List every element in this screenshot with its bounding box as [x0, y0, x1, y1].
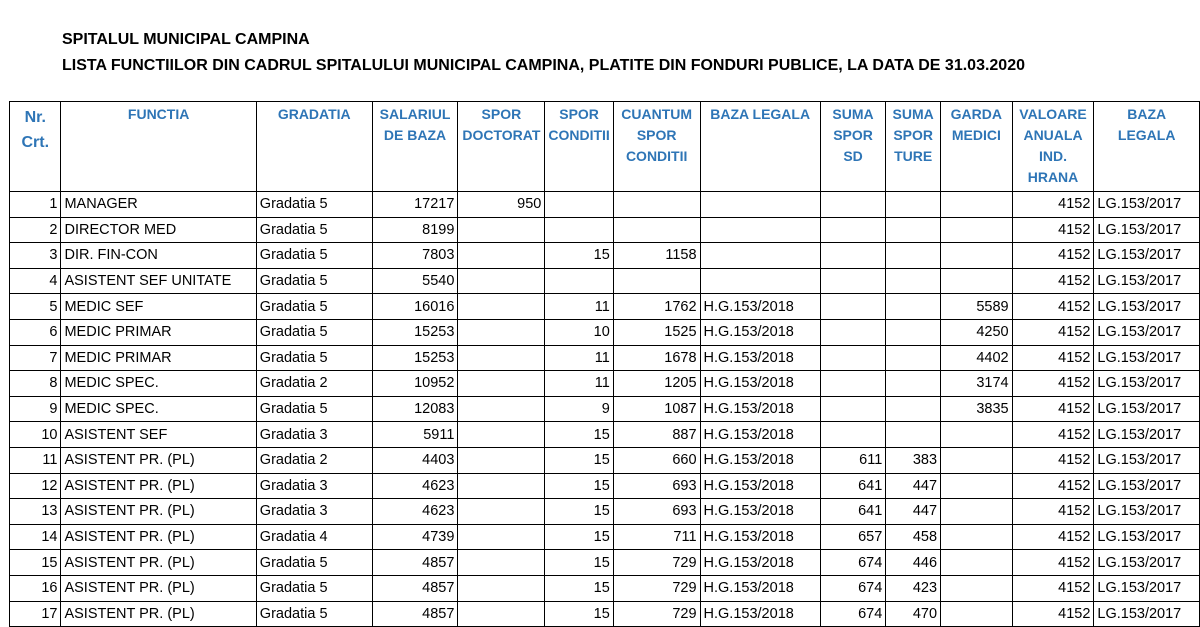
cell-baza-legala-2: LG.153/2017: [1094, 550, 1200, 576]
cell-garda: [941, 243, 1013, 269]
cell-nr: 7: [10, 345, 61, 371]
cell-suma-spor-sd: 674: [820, 601, 885, 627]
cell-cuantum: 729: [613, 550, 700, 576]
cell-baza-legala: [700, 243, 820, 269]
cell-garda: [941, 601, 1013, 627]
cell-spor-conditii: 10: [545, 319, 613, 345]
cell-functia: ASISTENT PR. (PL): [61, 447, 256, 473]
table-row: [10, 396, 1200, 422]
cell-suma-spor-sd: [820, 422, 885, 448]
cell-salariul: 12083: [372, 396, 458, 422]
cell-functia: ASISTENT SEF UNITATE: [61, 268, 256, 294]
cell-baza-legala-2: LG.153/2017: [1094, 217, 1200, 243]
header-line: SPOR: [636, 127, 677, 143]
cell-baza-legala-2: LG.153/2017: [1094, 447, 1200, 473]
cell-functia: ASISTENT PR. (PL): [61, 524, 256, 550]
cell-suma-spor-sd: [820, 294, 885, 320]
header-baza-legala: [700, 102, 820, 192]
cell-functia: DIRECTOR MED: [61, 217, 256, 243]
cell-valoare: 4152: [1012, 268, 1094, 294]
cell-cuantum: 1762: [613, 294, 700, 320]
cell-suma-spor-sd: [820, 396, 885, 422]
cell-spor-doctorat: [458, 217, 545, 243]
header-line: CONDITII: [548, 127, 610, 143]
cell-garda: [941, 524, 1013, 550]
table-row: [10, 217, 1200, 243]
cell-gradatia: Gradatia 5: [256, 243, 372, 269]
table-row: [10, 345, 1200, 371]
cell-salariul: 17217: [372, 192, 458, 218]
cell-cuantum: 1087: [613, 396, 700, 422]
cell-cuantum: [613, 217, 700, 243]
cell-salariul: 10952: [372, 371, 458, 397]
header-line: CUANTUM: [621, 106, 693, 122]
cell-salariul: 4403: [372, 447, 458, 473]
cell-valoare: 4152: [1012, 499, 1094, 525]
table-body: [10, 192, 1200, 627]
table-row: [10, 575, 1200, 601]
cell-salariul: 15253: [372, 345, 458, 371]
header-valoare: [1012, 102, 1094, 192]
table-row: [10, 319, 1200, 345]
table-row: [10, 601, 1200, 627]
cell-spor-conditii: 15: [545, 524, 613, 550]
cell-spor-doctorat: [458, 473, 545, 499]
cell-functia: ASISTENT PR. (PL): [61, 499, 256, 525]
cell-garda: 4250: [941, 319, 1013, 345]
cell-suma-spor-ture: [886, 192, 941, 218]
cell-suma-spor-sd: [820, 345, 885, 371]
cell-gradatia: Gradatia 5: [256, 550, 372, 576]
cell-spor-doctorat: [458, 396, 545, 422]
cell-valoare: 4152: [1012, 243, 1094, 269]
cell-spor-conditii: [545, 268, 613, 294]
header-line: GRADATIA: [277, 106, 351, 122]
cell-gradatia: Gradatia 5: [256, 345, 372, 371]
cell-garda: [941, 268, 1013, 294]
cell-spor-doctorat: [458, 319, 545, 345]
header-functia: [61, 102, 256, 192]
cell-baza-legala-2: LG.153/2017: [1094, 294, 1200, 320]
cell-spor-conditii: 11: [545, 371, 613, 397]
cell-baza-legala: H.G.153/2018: [700, 550, 820, 576]
cell-suma-spor-sd: [820, 243, 885, 269]
table-row: [10, 447, 1200, 473]
cell-garda: [941, 575, 1013, 601]
cell-baza-legala: H.G.153/2018: [700, 345, 820, 371]
cell-suma-spor-ture: [886, 243, 941, 269]
table-row: [10, 371, 1200, 397]
cell-suma-spor-sd: 641: [820, 473, 885, 499]
cell-baza-legala-2: LG.153/2017: [1094, 575, 1200, 601]
header-salariul: [372, 102, 458, 192]
cell-cuantum: 693: [613, 473, 700, 499]
cell-garda: [941, 422, 1013, 448]
cell-baza-legala: H.G.153/2018: [700, 396, 820, 422]
cell-baza-legala: H.G.153/2018: [700, 601, 820, 627]
cell-cuantum: 887: [613, 422, 700, 448]
cell-suma-spor-ture: 446: [886, 550, 941, 576]
cell-cuantum: 1525: [613, 319, 700, 345]
cell-suma-spor-ture: 383: [886, 447, 941, 473]
cell-functia: ASISTENT SEF: [61, 422, 256, 448]
cell-gradatia: Gradatia 5: [256, 294, 372, 320]
cell-spor-doctorat: [458, 601, 545, 627]
table-row: [10, 499, 1200, 525]
cell-nr: 3: [10, 243, 61, 269]
cell-suma-spor-ture: [886, 396, 941, 422]
cell-valoare: 4152: [1012, 447, 1094, 473]
cell-spor-doctorat: [458, 243, 545, 269]
cell-spor-conditii: 15: [545, 499, 613, 525]
cell-spor-conditii: [545, 217, 613, 243]
cell-cuantum: 1158: [613, 243, 700, 269]
cell-spor-conditii: 15: [545, 422, 613, 448]
cell-functia: MEDIC PRIMAR: [61, 319, 256, 345]
header-line: FUNCTIA: [127, 106, 190, 122]
cell-garda: 4402: [941, 345, 1013, 371]
cell-suma-spor-ture: [886, 217, 941, 243]
cell-spor-conditii: 9: [545, 396, 613, 422]
cell-baza-legala-2: LG.153/2017: [1094, 192, 1200, 218]
header-spor-doctorat: [458, 102, 545, 192]
cell-baza-legala: H.G.153/2018: [700, 319, 820, 345]
cell-baza-legala-2: LG.153/2017: [1094, 601, 1200, 627]
cell-gradatia: Gradatia 5: [256, 268, 372, 294]
cell-nr: 1: [10, 192, 61, 218]
cell-suma-spor-ture: [886, 268, 941, 294]
cell-gradatia: Gradatia 5: [256, 192, 372, 218]
cell-cuantum: 660: [613, 447, 700, 473]
header-line: DOCTORAT: [462, 127, 541, 143]
cell-garda: [941, 217, 1013, 243]
cell-garda: 3174: [941, 371, 1013, 397]
cell-valoare: 4152: [1012, 294, 1094, 320]
cell-gradatia: Gradatia 5: [256, 396, 372, 422]
cell-spor-doctorat: [458, 575, 545, 601]
cell-spor-doctorat: 950: [458, 192, 545, 218]
header-line: SPOR SD: [833, 127, 873, 164]
cell-nr: 8: [10, 371, 61, 397]
cell-suma-spor-ture: [886, 294, 941, 320]
table-row: [10, 192, 1200, 218]
cell-salariul: 16016: [372, 294, 458, 320]
cell-gradatia: Gradatia 5: [256, 575, 372, 601]
cell-suma-spor-ture: 470: [886, 601, 941, 627]
cell-baza-legala: H.G.153/2018: [700, 575, 820, 601]
header-cuantum: [613, 102, 700, 192]
cell-spor-conditii: 15: [545, 473, 613, 499]
header-suma-spor-ture: [886, 102, 941, 192]
cell-salariul: 8199: [372, 217, 458, 243]
cell-garda: [941, 550, 1013, 576]
cell-nr: 5: [10, 294, 61, 320]
cell-functia: ASISTENT PR. (PL): [61, 575, 256, 601]
table-row: [10, 550, 1200, 576]
cell-baza-legala: H.G.153/2018: [700, 371, 820, 397]
table-row: [10, 268, 1200, 294]
cell-salariul: 15253: [372, 319, 458, 345]
cell-functia: MANAGER: [61, 192, 256, 218]
cell-salariul: 4623: [372, 499, 458, 525]
cell-nr: 17: [10, 601, 61, 627]
cell-functia: ASISTENT PR. (PL): [61, 473, 256, 499]
cell-spor-conditii: 15: [545, 575, 613, 601]
cell-gradatia: Gradatia 2: [256, 371, 372, 397]
cell-suma-spor-ture: [886, 371, 941, 397]
header-line: Nr.: [24, 109, 46, 126]
cell-baza-legala: [700, 268, 820, 294]
cell-valoare: 4152: [1012, 371, 1094, 397]
cell-suma-spor-sd: 611: [820, 447, 885, 473]
cell-cuantum: 1205: [613, 371, 700, 397]
cell-gradatia: Gradatia 3: [256, 499, 372, 525]
cell-garda: [941, 192, 1013, 218]
cell-spor-doctorat: [458, 268, 545, 294]
cell-nr: 10: [10, 422, 61, 448]
cell-baza-legala-2: LG.153/2017: [1094, 319, 1200, 345]
header-line: BAZA LEGALA: [1117, 106, 1176, 143]
table-row: [10, 422, 1200, 448]
cell-cuantum: 1678: [613, 345, 700, 371]
cell-baza-legala: H.G.153/2018: [700, 499, 820, 525]
cell-nr: 11: [10, 447, 61, 473]
cell-nr: 2: [10, 217, 61, 243]
cell-suma-spor-sd: [820, 268, 885, 294]
cell-spor-conditii: [545, 192, 613, 218]
header-line: VALOARE: [1019, 106, 1087, 122]
cell-gradatia: Gradatia 3: [256, 422, 372, 448]
cell-baza-legala-2: LG.153/2017: [1094, 422, 1200, 448]
cell-nr: 9: [10, 396, 61, 422]
header-suma-spor-sd: [820, 102, 885, 192]
cell-functia: MEDIC SPEC.: [61, 396, 256, 422]
cell-baza-legala: H.G.153/2018: [700, 473, 820, 499]
cell-functia: DIR. FIN-CON: [61, 243, 256, 269]
header-line: MEDICI: [951, 127, 1001, 143]
cell-salariul: 7803: [372, 243, 458, 269]
cell-salariul: 4623: [372, 473, 458, 499]
cell-functia: MEDIC SPEC.: [61, 371, 256, 397]
cell-baza-legala-2: LG.153/2017: [1094, 473, 1200, 499]
cell-gradatia: Gradatia 3: [256, 473, 372, 499]
cell-cuantum: 729: [613, 601, 700, 627]
cell-nr: 15: [10, 550, 61, 576]
cell-spor-conditii: 15: [545, 447, 613, 473]
table-row: [10, 473, 1200, 499]
cell-spor-conditii: 11: [545, 345, 613, 371]
salary-table: [9, 101, 1200, 627]
cell-functia: MEDIC PRIMAR: [61, 345, 256, 371]
cell-baza-legala-2: LG.153/2017: [1094, 371, 1200, 397]
cell-suma-spor-sd: 674: [820, 575, 885, 601]
cell-spor-doctorat: [458, 447, 545, 473]
cell-salariul: 5540: [372, 268, 458, 294]
header-gradatia: [256, 102, 372, 192]
header-line: SPOR: [559, 106, 599, 122]
cell-gradatia: Gradatia 5: [256, 601, 372, 627]
cell-spor-doctorat: [458, 345, 545, 371]
cell-spor-doctorat: [458, 524, 545, 550]
table-row: [10, 294, 1200, 320]
cell-spor-doctorat: [458, 371, 545, 397]
cell-nr: 12: [10, 473, 61, 499]
header-line: IND.: [1039, 148, 1067, 164]
cell-baza-legala: H.G.153/2018: [700, 294, 820, 320]
table-row: [10, 524, 1200, 550]
header-baza-legala-2: [1094, 102, 1200, 192]
cell-valoare: 4152: [1012, 319, 1094, 345]
header-line: DE BAZA: [383, 127, 447, 143]
cell-salariul: 4857: [372, 550, 458, 576]
cell-garda: 3835: [941, 396, 1013, 422]
cell-suma-spor-sd: [820, 371, 885, 397]
cell-valoare: 4152: [1012, 473, 1094, 499]
cell-functia: MEDIC SEF: [61, 294, 256, 320]
cell-suma-spor-sd: [820, 217, 885, 243]
cell-cuantum: 729: [613, 575, 700, 601]
cell-baza-legala-2: LG.153/2017: [1094, 243, 1200, 269]
cell-nr: 6: [10, 319, 61, 345]
header-line: SUMA: [832, 106, 874, 122]
cell-baza-legala-2: LG.153/2017: [1094, 396, 1200, 422]
cell-nr: 14: [10, 524, 61, 550]
cell-cuantum: [613, 192, 700, 218]
cell-spor-doctorat: [458, 499, 545, 525]
cell-garda: [941, 447, 1013, 473]
cell-garda: 5589: [941, 294, 1013, 320]
cell-cuantum: 693: [613, 499, 700, 525]
cell-spor-doctorat: [458, 422, 545, 448]
cell-valoare: 4152: [1012, 575, 1094, 601]
table-header-row: [10, 102, 1200, 192]
header-line: SALARIUL: [379, 106, 451, 122]
cell-salariul: 5911: [372, 422, 458, 448]
header-line: SPOR: [481, 106, 522, 122]
cell-valoare: 4152: [1012, 345, 1094, 371]
cell-suma-spor-sd: [820, 192, 885, 218]
cell-baza-legala: H.G.153/2018: [700, 422, 820, 448]
cell-spor-doctorat: [458, 294, 545, 320]
cell-gradatia: Gradatia 4: [256, 524, 372, 550]
cell-suma-spor-sd: 657: [820, 524, 885, 550]
cell-garda: [941, 499, 1013, 525]
header-line: HRANA: [1027, 169, 1079, 185]
cell-suma-spor-sd: [820, 319, 885, 345]
cell-baza-legala: [700, 217, 820, 243]
header-nr: [10, 102, 61, 192]
header-spor-conditii: [545, 102, 613, 192]
cell-spor-conditii: 11: [545, 294, 613, 320]
document-subtitle: LISTA FUNCTIILOR DIN CADRUL SPITALULUI MUNICIPAL CAMPINA, PLATITE DIN FONDURI PUBLICE, LA DATA DE 31.03.2020: [62, 57, 1025, 74]
cell-gradatia: Gradatia 5: [256, 217, 372, 243]
cell-nr: 16: [10, 575, 61, 601]
cell-spor-doctorat: [458, 550, 545, 576]
cell-valoare: 4152: [1012, 217, 1094, 243]
cell-functia: ASISTENT PR. (PL): [61, 601, 256, 627]
cell-suma-spor-ture: [886, 422, 941, 448]
cell-nr: 4: [10, 268, 61, 294]
cell-baza-legala: [700, 192, 820, 218]
header-line: BAZA LEGALA: [710, 106, 811, 122]
header-line: CONDITII: [625, 148, 688, 164]
cell-baza-legala-2: LG.153/2017: [1094, 499, 1200, 525]
cell-suma-spor-ture: 458: [886, 524, 941, 550]
cell-cuantum: 711: [613, 524, 700, 550]
cell-salariul: 4857: [372, 575, 458, 601]
cell-garda: [941, 473, 1013, 499]
cell-suma-spor-ture: [886, 345, 941, 371]
cell-nr: 13: [10, 499, 61, 525]
table-row: [10, 243, 1200, 269]
cell-suma-spor-ture: 447: [886, 499, 941, 525]
cell-baza-legala-2: LG.153/2017: [1094, 345, 1200, 371]
cell-valoare: 4152: [1012, 601, 1094, 627]
cell-salariul: 4857: [372, 601, 458, 627]
cell-suma-spor-ture: 423: [886, 575, 941, 601]
cell-functia: ASISTENT PR. (PL): [61, 550, 256, 576]
cell-baza-legala: H.G.153/2018: [700, 524, 820, 550]
cell-valoare: 4152: [1012, 192, 1094, 218]
cell-valoare: 4152: [1012, 396, 1094, 422]
cell-valoare: 4152: [1012, 524, 1094, 550]
header-line: SUMA: [892, 106, 934, 122]
cell-baza-legala-2: LG.153/2017: [1094, 268, 1200, 294]
cell-cuantum: [613, 268, 700, 294]
cell-spor-conditii: 15: [545, 243, 613, 269]
cell-baza-legala: H.G.153/2018: [700, 447, 820, 473]
document-title: SPITALUL MUNICIPAL CAMPINA: [62, 31, 310, 48]
header-line: TURE: [894, 148, 933, 164]
cell-suma-spor-sd: 674: [820, 550, 885, 576]
cell-valoare: 4152: [1012, 550, 1094, 576]
cell-suma-spor-sd: 641: [820, 499, 885, 525]
header-line: ANUALA: [1023, 127, 1083, 143]
cell-suma-spor-ture: [886, 319, 941, 345]
cell-spor-conditii: 15: [545, 550, 613, 576]
header-line: SPOR: [893, 127, 933, 143]
cell-salariul: 4739: [372, 524, 458, 550]
cell-spor-conditii: 15: [545, 601, 613, 627]
cell-valoare: 4152: [1012, 422, 1094, 448]
cell-gradatia: Gradatia 2: [256, 447, 372, 473]
cell-baza-legala-2: LG.153/2017: [1094, 524, 1200, 550]
cell-suma-spor-ture: 447: [886, 473, 941, 499]
header-line: Crt.: [21, 134, 50, 151]
cell-gradatia: Gradatia 5: [256, 319, 372, 345]
header-garda: [941, 102, 1013, 192]
header-line: GARDA: [950, 106, 1002, 122]
